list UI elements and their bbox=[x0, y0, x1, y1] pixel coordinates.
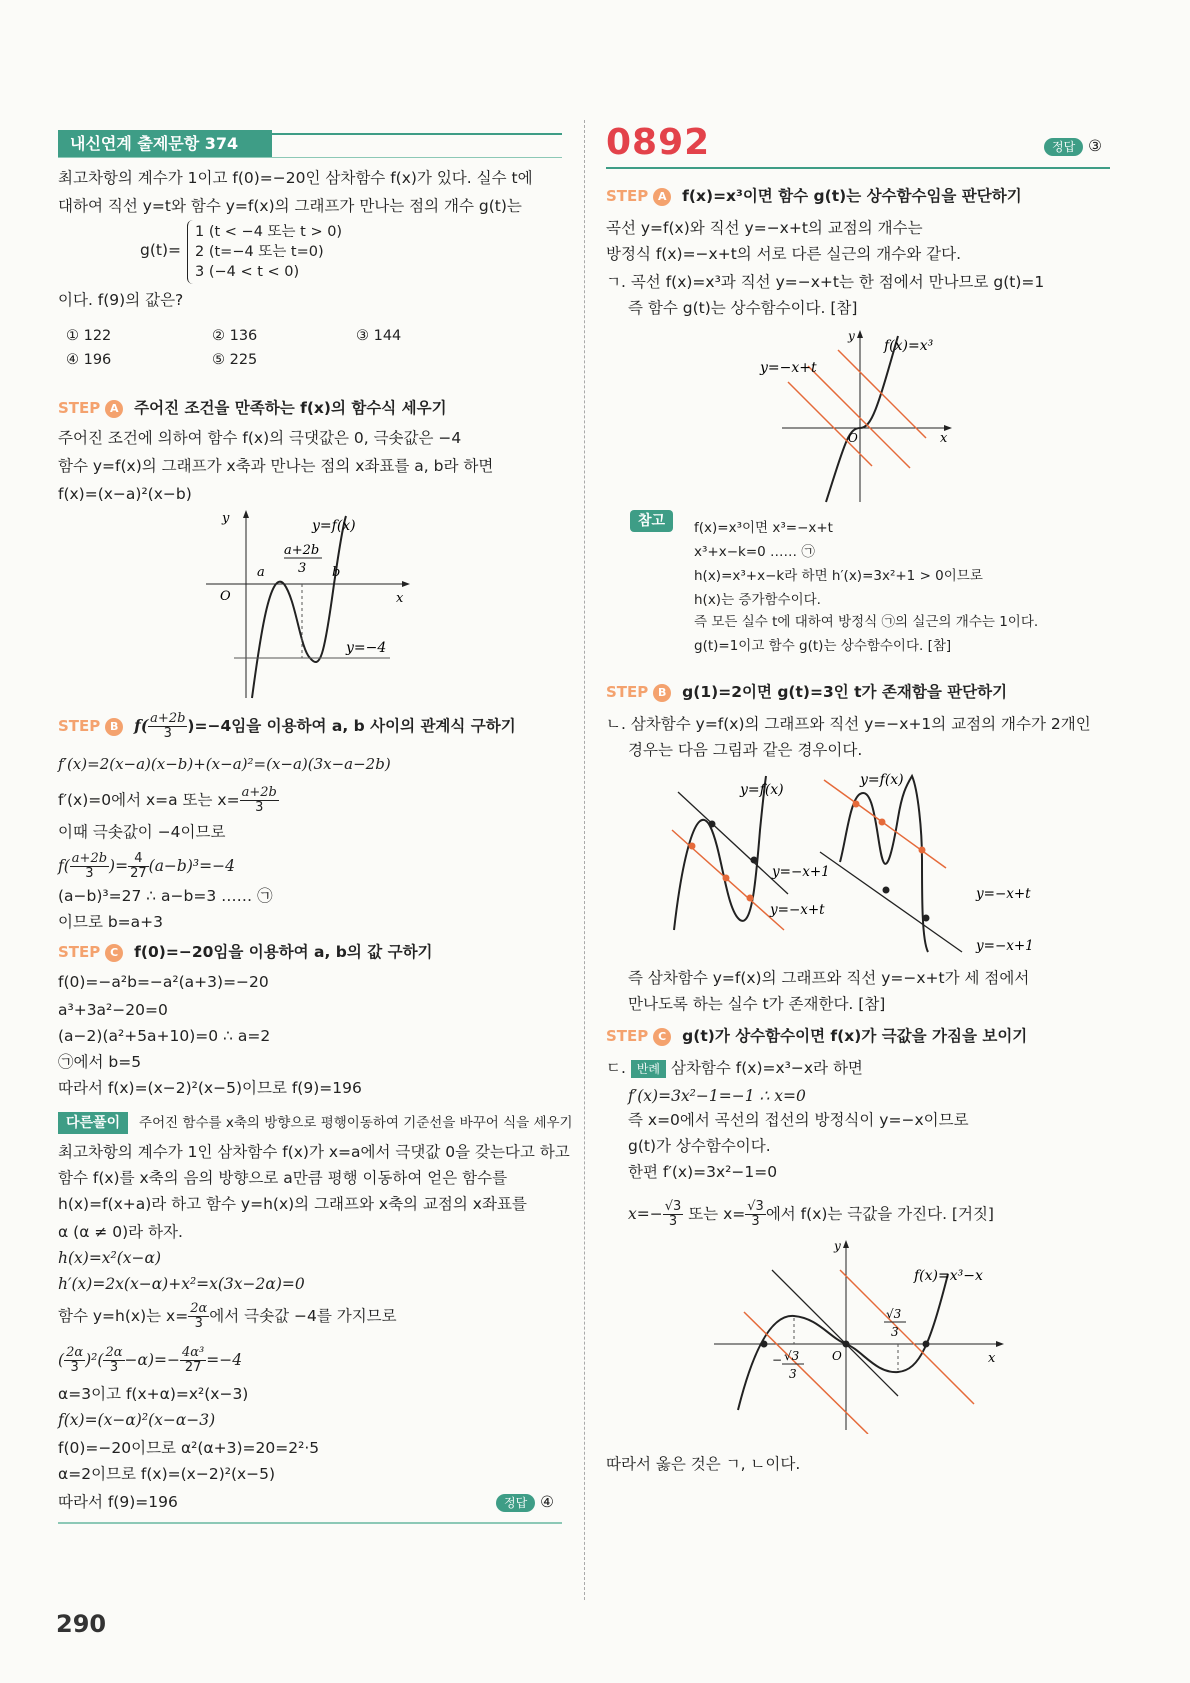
step-a-line: ㄱ. 곡선 f(x)=x³과 직선 y=−x+t는 한 점에서 만나므로 g(t)=1 bbox=[606, 273, 1045, 291]
answer-value: ③ bbox=[1088, 137, 1103, 155]
note-tag-wrap bbox=[630, 510, 673, 532]
step-title-post: )=−4임을 이용하여 a, b 사이의 관계식 구하기 bbox=[187, 717, 516, 735]
frac-num: a+2b bbox=[150, 711, 186, 726]
step-c-line: (a−2)(a²+5a+10)=0 ∴ a=2 bbox=[58, 1027, 271, 1045]
frac-num: 4 bbox=[128, 852, 149, 867]
question-text: 이다. f(9)의 값은? bbox=[58, 291, 184, 309]
fraction bbox=[745, 1200, 766, 1229]
intersection-point bbox=[853, 801, 860, 808]
step-c-heading bbox=[58, 942, 433, 962]
frac-num: √3 bbox=[747, 1199, 764, 1214]
x-axis-arrow bbox=[996, 1341, 1004, 1347]
pos-den: 3 bbox=[891, 1325, 899, 1339]
note-line: h(x)=x³+x−k라 하면 h′(x)=3x²+1 > 0이므로 bbox=[694, 568, 983, 584]
step-title: f(x)=x³이면 함수 g(t)는 상수함수임을 판단하기 bbox=[682, 187, 1022, 205]
problem-rule bbox=[606, 167, 1110, 169]
fraction bbox=[64, 1346, 85, 1375]
step-c-line: 한편 f′(x)=3x²−1=0 bbox=[628, 1163, 778, 1181]
step-c-line: 따라서 f(x)=(x−2)²(x−5)이므로 f(9)=196 bbox=[58, 1079, 362, 1097]
frac-den: 3 bbox=[668, 1214, 678, 1229]
line-b2 bbox=[820, 852, 962, 952]
step-b-line: 경우는 다음 그림과 같은 경우이다. bbox=[628, 741, 863, 759]
step-b-line: (a−b)³=27 ∴ a−b=3 …… ㉠ bbox=[58, 887, 273, 905]
step-c-line: f′(x)=3x²−1=−1 ∴ x=0 bbox=[628, 1087, 806, 1105]
alt-heading bbox=[58, 1112, 573, 1134]
step-c-line: f(0)=−a²b=−a²(a+3)=−20 bbox=[58, 973, 269, 991]
mid-num: a+2b bbox=[284, 543, 320, 558]
frac-num: 4α³ bbox=[181, 1345, 205, 1360]
alt-line: 함수 f(x)를 x축의 음의 방향으로 a만큼 평행 이동하여 얻은 함수를 bbox=[58, 1169, 508, 1187]
step-b-crit bbox=[58, 786, 279, 815]
curve-a-label: y=f(x) bbox=[740, 782, 784, 798]
step-title: 주어진 조건을 만족하는 f(x)의 함수식 세우기 bbox=[134, 399, 447, 417]
graph-x-cubed bbox=[752, 326, 964, 506]
frac-num: 2α bbox=[66, 1345, 84, 1360]
alt-min-pre: 함수 y=h(x)는 x= bbox=[58, 1307, 189, 1325]
alt-line: f(x)=(x−α)²(x−α−3) bbox=[58, 1411, 216, 1429]
piecewise-case: 3 (−4 < t < 0) bbox=[195, 264, 300, 280]
step-a-heading bbox=[58, 398, 447, 418]
intersection-point bbox=[747, 895, 754, 902]
origin-label: O bbox=[848, 431, 858, 445]
neg-den: 3 bbox=[789, 1367, 797, 1381]
step-c-first bbox=[606, 1058, 863, 1078]
problem-line: 최고차항의 계수가 1이고 f(0)=−20인 삼차함수 f(x)가 있다. 실수 t에 bbox=[58, 169, 533, 187]
step-c-first-text: 삼차함수 f(x)=x³−x라 하면 bbox=[670, 1059, 863, 1077]
step-b-heading bbox=[606, 682, 1007, 702]
step-b-badge: B bbox=[105, 718, 123, 736]
line-a1-label: y=−x+1 bbox=[772, 864, 830, 880]
step-title-pre: f( bbox=[134, 716, 149, 735]
answer-value: ④ bbox=[540, 1493, 555, 1511]
note-line: 즉 모든 실수 t에 대하여 방정식 ㉠의 실근의 개수는 1이다. bbox=[694, 614, 1039, 630]
intersection-point bbox=[689, 843, 696, 850]
graph-f-cubic bbox=[200, 508, 420, 700]
b-label: b bbox=[332, 565, 341, 580]
line-1 bbox=[788, 382, 872, 466]
step-c-heading bbox=[606, 1026, 1027, 1046]
fraction bbox=[70, 852, 109, 881]
frac-den: 3 bbox=[255, 800, 264, 815]
step-c-badge: C bbox=[653, 1028, 671, 1046]
alt-title: 주어진 함수를 x축의 방향으로 평행이동하여 기준선을 바꾸어 식을 세우기 bbox=[139, 1115, 573, 1131]
alt-min-line bbox=[58, 1302, 397, 1331]
page-number: 290 bbox=[56, 1610, 107, 1638]
alt-line: h(x)=x²(x−α) bbox=[58, 1249, 162, 1267]
alt-line: h(x)=f(x+a)라 하고 함수 y=h(x)의 그래프와 x축의 교점의 x좌표를 bbox=[58, 1195, 527, 1213]
origin-point bbox=[843, 1341, 850, 1348]
step-c-extrema bbox=[628, 1200, 994, 1229]
section-banner: 내신연계 출제문항 374 bbox=[58, 130, 272, 158]
left-bottom-rule bbox=[58, 1522, 562, 1524]
note-tag: 참고 bbox=[630, 510, 673, 532]
intersection-point bbox=[919, 847, 926, 854]
frac-den: 3 bbox=[194, 1316, 203, 1331]
step-title: g(t)가 상수함수이면 f(x)가 극값을 가짐을 보이기 bbox=[682, 1027, 1028, 1045]
mid-den: 3 bbox=[298, 561, 307, 576]
step-b-line: 이므로 b=a+3 bbox=[58, 913, 164, 931]
choice-2: ② 136 bbox=[212, 328, 258, 344]
intersection-point bbox=[923, 915, 930, 922]
choice-3: ③ 144 bbox=[356, 328, 402, 344]
x-axis-label: x bbox=[988, 1351, 996, 1366]
a-label: a bbox=[257, 565, 265, 580]
alt-line: α (α ≠ 0)라 하자. bbox=[58, 1223, 183, 1241]
step-c-line: a³+3a²−20=0 bbox=[58, 1001, 168, 1019]
step-a-line: f(x)=(x−a)²(x−b) bbox=[58, 485, 192, 503]
step-b-line: 만나도록 하는 실수 t가 존재한다. [참] bbox=[628, 995, 886, 1013]
crit-pre: f′(x)=0에서 x=a 또는 x= bbox=[58, 791, 240, 809]
intersection-point bbox=[879, 819, 886, 826]
fraction bbox=[128, 852, 149, 881]
step-a-badge: A bbox=[653, 188, 671, 206]
line-3 bbox=[838, 350, 926, 438]
note-line: f(x)=x³이면 x³=−x+t bbox=[694, 520, 833, 536]
frac-den: 3 bbox=[70, 1360, 79, 1375]
step-a-badge: A bbox=[105, 400, 123, 418]
step-c-line: 즉 x=0에서 곡선의 접선의 방정식이 y=−x이므로 bbox=[628, 1111, 969, 1129]
curve-label: f(x)=x³ bbox=[884, 338, 934, 354]
alt-eq-post: =−4 bbox=[206, 1351, 243, 1369]
orange-line-1 bbox=[744, 1312, 868, 1434]
curve-label: y=f(x) bbox=[312, 518, 356, 534]
column-divider bbox=[584, 120, 585, 1600]
line-b1-label: y=−x+t bbox=[976, 886, 1031, 902]
cubic-curve bbox=[738, 1274, 948, 1410]
step-b-line: f′(x)=2(x−a)(x−b)+(x−a)²=(x−a)(3x−a−2b) bbox=[58, 755, 391, 773]
tangent-point bbox=[709, 821, 716, 828]
y-axis-label: y bbox=[834, 1239, 841, 1253]
answer-badge: 정답 bbox=[1044, 138, 1083, 156]
alt-eq-mid1: )²( bbox=[85, 1351, 104, 1369]
intersection-point bbox=[723, 875, 730, 882]
step-b-heading bbox=[58, 712, 516, 741]
origin-label: O bbox=[220, 589, 231, 604]
step-b-line: 즉 삼차함수 y=f(x)의 그래프와 직선 y=−x+t가 세 점에서 bbox=[628, 969, 1030, 987]
fraction bbox=[240, 786, 279, 815]
choice-1: ① 122 bbox=[66, 328, 112, 344]
banner-underline bbox=[58, 157, 562, 158]
step-c-line: ㉠에서 b=5 bbox=[58, 1053, 142, 1071]
alt-line: f(0)=−20이므로 α²(α+3)=20=2²·5 bbox=[58, 1439, 320, 1457]
step-label: STEP bbox=[606, 683, 649, 701]
step-title: f(0)=−20임을 이용하여 a, b의 값 구하기 bbox=[134, 943, 433, 961]
step-a-line: 즉 함수 g(t)는 상수함수이다. [참] bbox=[628, 299, 858, 317]
step-label: STEP bbox=[606, 187, 649, 205]
right-answer bbox=[1044, 136, 1102, 156]
neg-num: √3 bbox=[784, 1349, 800, 1363]
frac-num: a+2b bbox=[241, 785, 277, 800]
left-answer bbox=[496, 1492, 554, 1512]
min-line-label: y=−4 bbox=[346, 640, 387, 656]
frac-num: 2α bbox=[190, 1301, 208, 1316]
neg-sign: − bbox=[772, 1353, 783, 1367]
y-axis-label: y bbox=[222, 511, 230, 526]
choice-5: ⑤ 225 bbox=[212, 352, 258, 368]
alt-line: α=2이므로 f(x)=(x−2)²(x−5) bbox=[58, 1465, 276, 1483]
step-label: STEP bbox=[58, 399, 101, 417]
step-a-line: 방정식 f(x)=−x+t의 서로 다른 실근의 개수와 같다. bbox=[606, 245, 961, 263]
frac-den: 27 bbox=[184, 1360, 202, 1375]
alt-eq-line bbox=[58, 1346, 242, 1375]
fraction bbox=[148, 712, 187, 741]
fraction bbox=[663, 1200, 684, 1229]
intersection-point bbox=[761, 1341, 768, 1348]
orange-line-2 bbox=[840, 1270, 974, 1404]
choice-4: ④ 196 bbox=[66, 352, 112, 368]
line-a2-label: y=−x+t bbox=[770, 902, 825, 918]
step-b-val bbox=[58, 852, 235, 881]
step-c-badge: C bbox=[105, 944, 123, 962]
frac-den: 3 bbox=[85, 866, 94, 881]
intersection-point bbox=[751, 857, 758, 864]
graph-two-cases bbox=[660, 770, 1080, 958]
step-b-line: 이때 극솟값이 −4이므로 bbox=[58, 823, 226, 841]
curve-b-label: y=f(x) bbox=[860, 772, 904, 788]
conclusion: 따라서 옳은 것은 ㄱ, ㄴ이다. bbox=[606, 1455, 801, 1473]
line-label: y=−x+t bbox=[760, 360, 817, 376]
step-c-prefix: ㄷ. bbox=[606, 1059, 626, 1077]
answer-badge: 정답 bbox=[496, 1494, 535, 1512]
note-line: g(t)=1이고 함수 g(t)는 상수함수이다. [참] bbox=[694, 638, 952, 654]
piecewise-lhs: g(t)= bbox=[140, 241, 181, 259]
ext-pre: x=− bbox=[628, 1205, 663, 1223]
y-axis-arrow bbox=[843, 1240, 849, 1248]
y-axis-arrow bbox=[243, 510, 249, 518]
frac-den: 3 bbox=[163, 726, 172, 741]
curve-label: f(x)=x³−x bbox=[914, 1268, 983, 1284]
x-axis-arrow bbox=[402, 581, 410, 587]
step-c-line: g(t)가 상수함수이다. bbox=[628, 1137, 771, 1155]
frac-den: 3 bbox=[751, 1214, 760, 1229]
frac-num: 2α bbox=[105, 1345, 123, 1360]
step-a-line: 곡선 y=f(x)와 직선 y=−x+t의 교점의 개수는 bbox=[606, 219, 923, 237]
alt-min-post: 에서 극솟값 −4를 가지므로 bbox=[209, 1307, 397, 1325]
frac-num: √3 bbox=[664, 1199, 682, 1214]
piecewise-case: 1 (t < −4 또는 t > 0) bbox=[195, 224, 343, 240]
alt-eq-open: ( bbox=[58, 1351, 65, 1369]
alt-tag: 다른풀이 bbox=[58, 1112, 128, 1134]
val-pre: f( bbox=[58, 857, 70, 875]
val-post: (a−b)³=−4 bbox=[148, 857, 235, 875]
y-axis-arrow bbox=[857, 330, 863, 338]
step-a-line: 함수 y=f(x)의 그래프가 x축과 만나는 점의 x좌표를 a, b라 하면 bbox=[58, 457, 494, 475]
piecewise-case: 2 (t=−4 또는 t=0) bbox=[195, 244, 324, 260]
step-label: STEP bbox=[58, 717, 101, 735]
step-a-line: 주어진 조건에 의하여 함수 f(x)의 극댓값은 0, 극솟값은 −4 bbox=[58, 429, 462, 447]
alt-line: 따라서 f(9)=196 bbox=[58, 1493, 178, 1511]
problem-line: 대하여 직선 y=t와 함수 y=f(x)의 그래프가 만나는 점의 개수 g(t)는 bbox=[58, 197, 522, 215]
line-b2-label: y=−x+1 bbox=[976, 938, 1034, 954]
fraction bbox=[180, 1346, 206, 1375]
tangent-point bbox=[883, 887, 890, 894]
origin-label: O bbox=[832, 1349, 842, 1363]
step-label: STEP bbox=[58, 943, 101, 961]
ext-mid: 또는 x= bbox=[683, 1205, 746, 1223]
alt-eq-mid2: −α)=− bbox=[124, 1351, 180, 1369]
alt-line: α=3이고 f(x+α)=x²(x−3) bbox=[58, 1385, 249, 1403]
y-axis-label: y bbox=[848, 329, 855, 343]
problem-number: 0892 bbox=[606, 122, 711, 163]
x-axis-label: x bbox=[396, 591, 404, 606]
val-mid: )= bbox=[109, 857, 129, 875]
intersection-point bbox=[923, 1341, 930, 1348]
frac-den: 27 bbox=[130, 866, 147, 881]
step-b-line: ㄴ. 삼차함수 y=f(x)의 그래프와 직선 y=−x+1의 교점의 개수가 2개인 bbox=[606, 715, 1091, 733]
x-axis-label: x bbox=[940, 431, 948, 446]
frac-num: a+2b bbox=[71, 851, 108, 866]
pos-num: √3 bbox=[886, 1307, 902, 1321]
counterexample-tag: 반례 bbox=[631, 1060, 666, 1078]
step-b-badge: B bbox=[653, 684, 671, 702]
fraction bbox=[103, 1346, 124, 1375]
alt-line: h′(x)=2x(x−α)+x²=x(3x−2α)=0 bbox=[58, 1275, 305, 1293]
step-a-heading bbox=[606, 186, 1022, 206]
ext-post: 에서 f(x)는 극값을 가진다. [거짓] bbox=[765, 1205, 994, 1223]
note-line: h(x)는 증가함수이다. bbox=[694, 592, 821, 608]
graph-x3-minus-x bbox=[708, 1234, 1008, 1434]
step-title: g(1)=2이면 g(t)=3인 t가 존재함을 판단하기 bbox=[682, 683, 1008, 701]
frac-den: 3 bbox=[109, 1360, 119, 1375]
note-line: x³+x−k=0 …… ㉠ bbox=[694, 544, 815, 560]
step-label: STEP bbox=[606, 1027, 649, 1045]
fraction bbox=[188, 1302, 209, 1331]
alt-line: 최고차항의 계수가 1인 삼차함수 f(x)가 x=a에서 극댓값 0을 갖는다고 하고 bbox=[58, 1143, 570, 1161]
curve-a bbox=[674, 776, 766, 930]
